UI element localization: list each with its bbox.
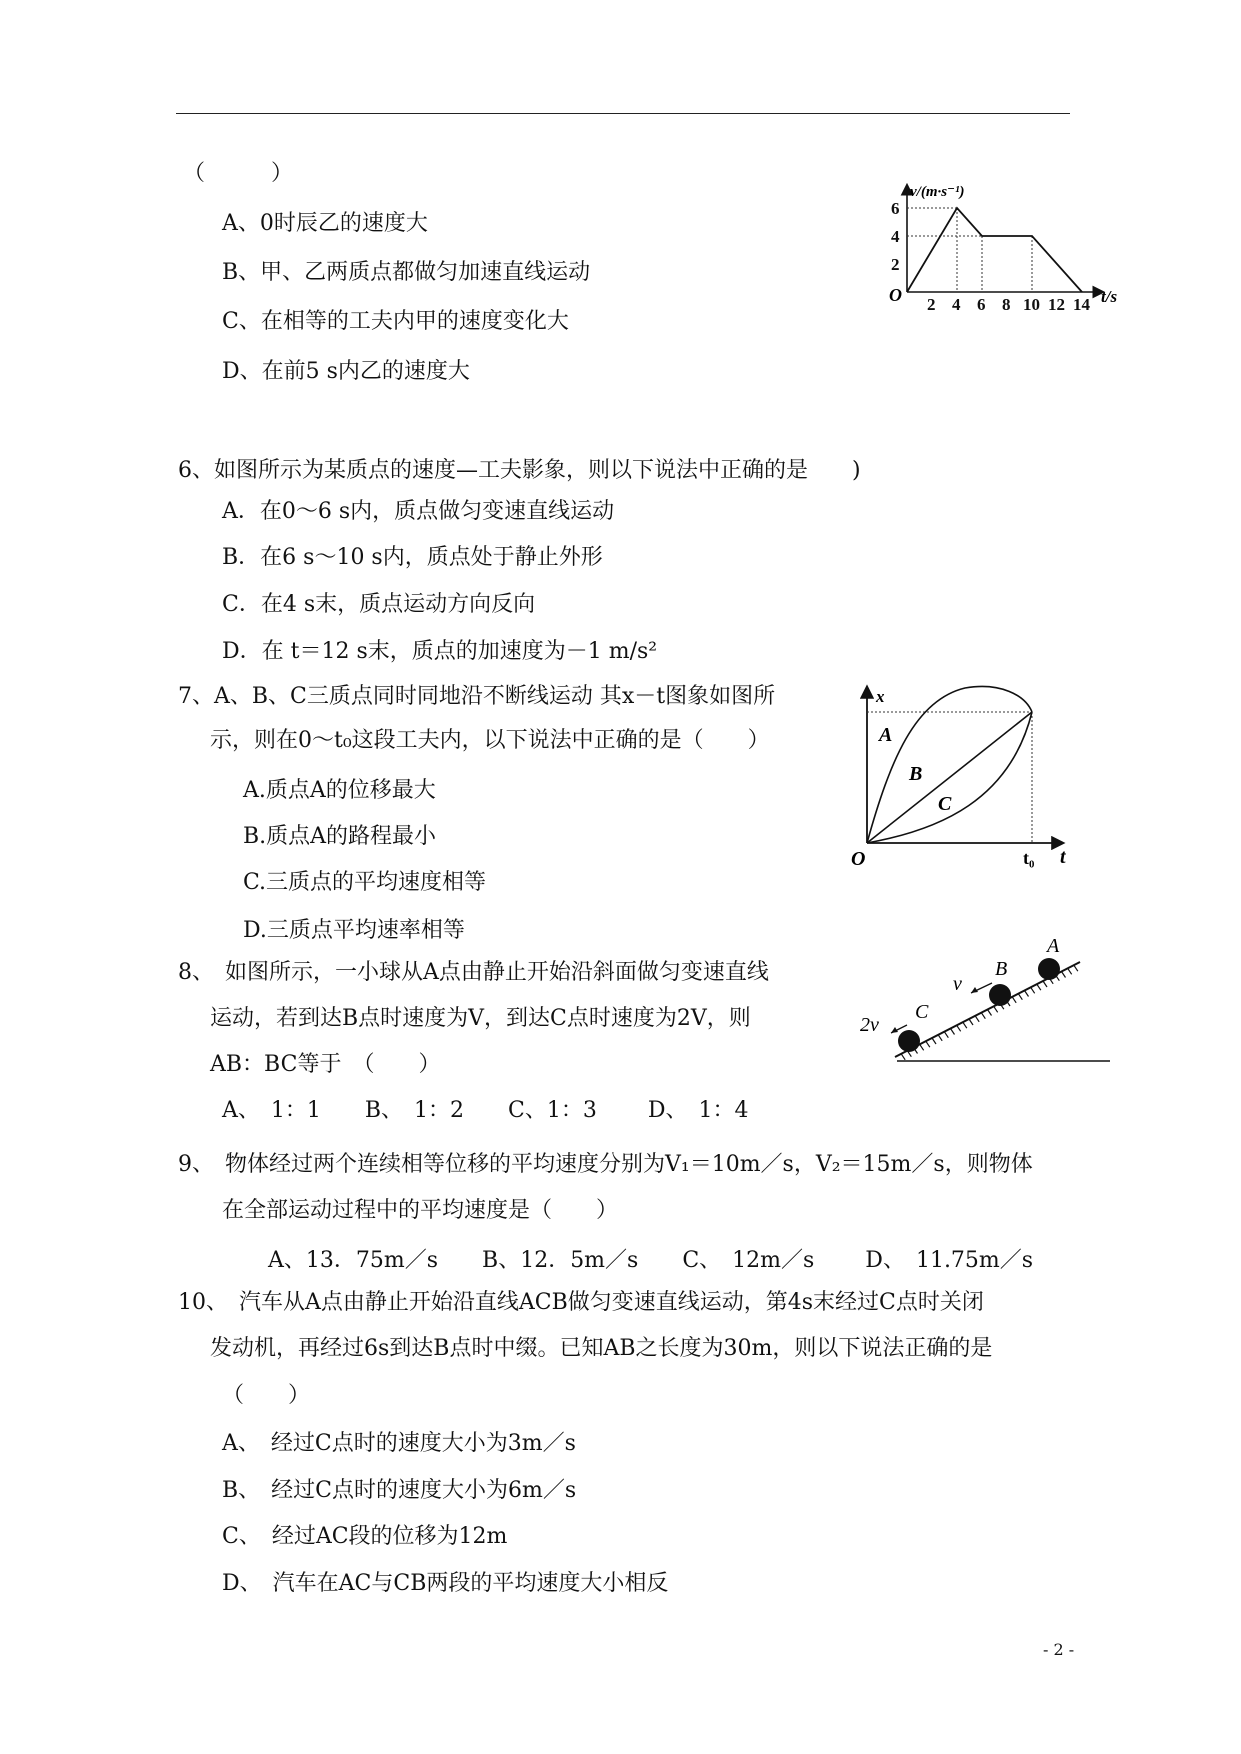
q8-options: A、 1：1 B、 1：2 C、1：3 D、 1：4 [222, 1098, 749, 1123]
q7-option-b: B.质点A的路程最小 [243, 824, 437, 849]
q10-option-d: D、 汽车在AC与CB两段的平均速度大小相反 [222, 1571, 669, 1596]
ball-a [1038, 958, 1060, 980]
q9-stem-line1: 9、 物体经过两个连续相等位移的平均速度分别为V₁＝10m／s，V₂＝15m／s，则物体 [178, 1152, 1033, 1177]
xt-label-c: C [938, 793, 952, 815]
xt-t0-label: t₀ [1023, 848, 1035, 868]
ball-c [898, 1030, 920, 1052]
incline-hatch [920, 1044, 924, 1050]
q7-option-c: C.三质点的平均速度相等 [243, 870, 487, 895]
q10-stem-line1: 10、 汽车从A点由静止开始沿直线ACB做匀变速直线运动，第4s末经过C点时关闭 [178, 1290, 984, 1315]
vt-y-tick: 4 [891, 227, 900, 246]
incline-hatch [938, 1035, 942, 1041]
label-b: B [995, 958, 1008, 980]
q6-option-d: D．在 t＝12 s末，质点的加速度为－1 m/s² [222, 639, 658, 664]
incline-hatch [1043, 981, 1047, 987]
incline-hatch [1062, 972, 1066, 978]
q5-option-c: C、在相等的工夫内甲的速度变化大 [222, 309, 569, 334]
q6-option-a: A．在0～6 s内，质点做匀变速直线运动 [222, 499, 615, 524]
incline-hatch [1068, 968, 1072, 974]
label-v: v [953, 973, 962, 995]
vt-y-axis-label: v/(m·s⁻¹) [910, 184, 965, 200]
vt-line [907, 208, 1082, 292]
incline-figure [855, 935, 1115, 1075]
incline-hatch [926, 1041, 930, 1047]
vt-x-tick: 6 [977, 295, 986, 310]
q7-option-a: A.质点A的位移最大 [243, 778, 436, 803]
q5-option-b: B、甲、乙两质点都做匀加速直线运动 [222, 260, 591, 285]
q7-stem-line1: 7、A、B、C三质点同时同地沿不断线运动 其x－t图象如图所 [178, 684, 776, 709]
vt-x-tick: 12 [1048, 295, 1065, 310]
xt-graph [850, 680, 1080, 870]
incline-hatch [901, 1054, 905, 1060]
header-rule [176, 113, 1070, 114]
xt-y-axis-label: x [876, 687, 885, 706]
q10-stem-line2: 发动机，再经过6s到达B点时中缀。已知AB之长度为30m，则以下说法正确的是 [210, 1336, 993, 1361]
page-number: - 2 - [1043, 1640, 1075, 1659]
vt-x-tick: 4 [952, 295, 961, 310]
vt-y-tick: 2 [891, 255, 900, 274]
q8-stem-line2: 运动，若到达B点时速度为V，到达C点时速度为2V，则 [210, 1006, 751, 1031]
incline-hatch [969, 1019, 973, 1025]
q9-stem-line2: 在全部运动过程中的平均速度是（ ） [222, 1198, 619, 1223]
incline-hatch [963, 1022, 967, 1028]
q6-stem: 6、如图所示为某质点的速度—工夫影象，则以下说法中正确的是 ) [178, 458, 861, 483]
q5-option-a: A、0时辰乙的速度大 [222, 211, 428, 236]
incline-hatch [981, 1013, 985, 1019]
q9-options: A、13．75m／s B、12．5m／s C、 12m／s D、 11.75m／s [268, 1248, 1034, 1273]
xt-curve-a [867, 687, 1032, 843]
q6-option-b: B．在6 s～10 s内，质点处于静止外形 [222, 545, 603, 570]
q10-option-c: C、 经过AC段的位移为12m [222, 1524, 508, 1549]
xt-label-b: B [909, 763, 923, 785]
incline-hatch [1018, 994, 1022, 1000]
q7-stem-line2: 示，则在0～t₀这段工夫内，以下说法中正确的是（ ） [210, 728, 770, 753]
xt-label-a: A [879, 724, 893, 746]
q8-stem-line3: AB：BC等于 （ ） [210, 1052, 441, 1077]
vt-x-tick: 2 [927, 295, 936, 310]
incline-hatch [1031, 987, 1035, 993]
incline-hatch [944, 1032, 948, 1038]
q5-option-d: D、在前5 s内乙的速度大 [222, 359, 470, 384]
q5-bracket: （ ） [183, 161, 294, 186]
label-c: C [915, 1001, 929, 1023]
vt-x-tick: 14 [1073, 295, 1090, 310]
incline-hatch [1025, 991, 1029, 997]
xt-x-axis-label: t [1060, 846, 1066, 868]
q10-option-a: A、 经过C点时的速度大小为3m／s [222, 1431, 576, 1456]
ball-b [989, 984, 1011, 1006]
label-a: A [1047, 935, 1060, 957]
incline-hatch [957, 1025, 961, 1031]
q6-option-c: C．在4 s末，质点运动方向反向 [222, 592, 536, 617]
xt-origin: O [851, 848, 866, 870]
incline-hatch [975, 1016, 979, 1022]
incline-hatch [988, 1010, 992, 1016]
vt-origin: O [889, 285, 902, 305]
q10-option-b: B、 经过C点时的速度大小为6m／s [222, 1478, 577, 1503]
vt-x-tick: 8 [1002, 295, 1011, 310]
incline-hatch [1037, 984, 1041, 990]
incline-hatch [1074, 965, 1078, 971]
vt-x-axis-label: t/s [1101, 287, 1118, 306]
vt-graph [880, 178, 1130, 310]
incline-hatch [951, 1029, 955, 1035]
q7-option-d: D.三质点平均速率相等 [243, 918, 465, 943]
q8-stem-line1: 8、 如图所示，一小球从A点由静止开始沿斜面做匀变速直线 [178, 960, 769, 985]
incline-hatch [1012, 997, 1016, 1003]
label-2v: 2v [860, 1014, 879, 1036]
vt-x-tick: 10 [1023, 295, 1040, 310]
incline-hatch [994, 1006, 998, 1012]
incline-hatch [932, 1038, 936, 1044]
vt-y-tick: 6 [891, 199, 900, 218]
q10-stem-line3: （ ） [222, 1383, 311, 1408]
